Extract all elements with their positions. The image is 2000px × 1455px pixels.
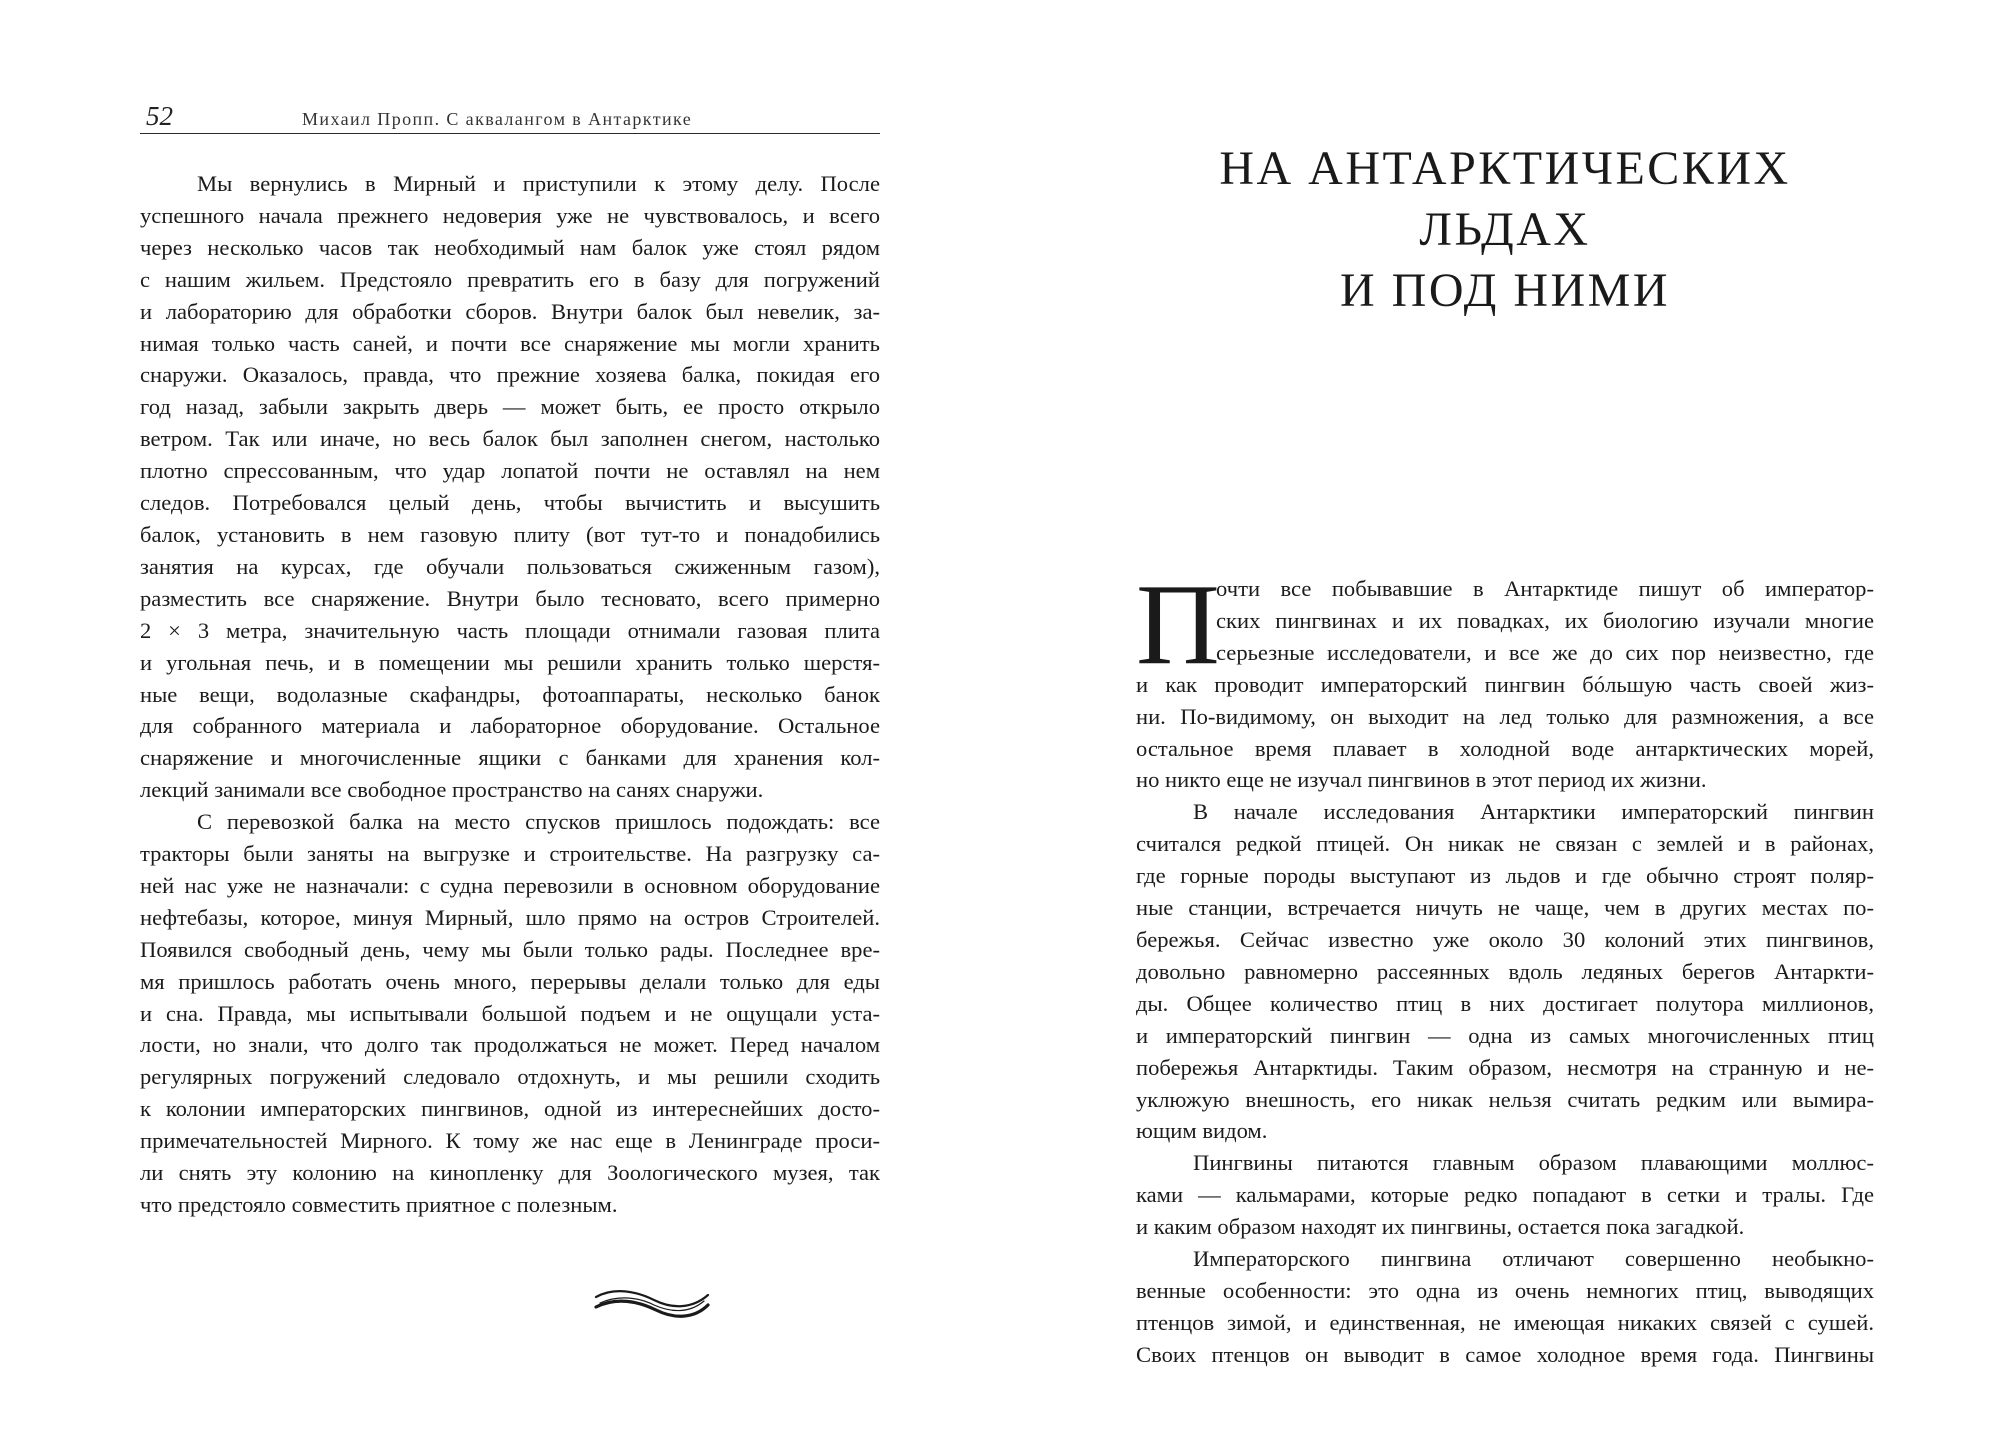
text-line: ней нас уже не назначали: с судна перевозили в основном оборудование bbox=[140, 872, 880, 898]
chapter-title-line: И ПОД НИМИ bbox=[1339, 264, 1670, 317]
text-line: регулярных погружений следовало отдохнуть, и мы решили сходить bbox=[140, 1064, 880, 1090]
text-line: считался редкой птицей. Он никак не связан с землей и в районах, bbox=[1136, 831, 1874, 857]
text-line: уклюжую внешность, его никак нельзя считать редким или вымира- bbox=[1136, 1086, 1874, 1112]
text-line: С перевозкой балка на место спусков пришлось подождать: все bbox=[197, 809, 880, 835]
text-line: серьезные исследователи, и все же до сих пор неизвестно, где bbox=[1216, 639, 1874, 665]
text-line: довольно равномерно рассеянных вдоль ледяных берегов Антаркти- bbox=[1136, 958, 1874, 984]
text-line: где горные породы выступают из льдов и где обычно строят поляр- bbox=[1136, 863, 1874, 889]
text-line: очти все побывавшие в Антарктиде пишут об император- bbox=[1216, 576, 1874, 601]
paragraph bbox=[1136, 561, 1874, 796]
right-text-body bbox=[1136, 561, 1874, 1371]
running-title: Михаил Пропп. С аквалангом в Антарктике bbox=[302, 109, 693, 129]
text-line: В начале исследования Антарктики императорский пингвин bbox=[1193, 799, 1874, 825]
text-line: примечательностей Мирного. К тому же нас еще в Ленинграде проси- bbox=[140, 1128, 880, 1154]
chapter-title-line: НА АНТАРКТИЧЕСКИХ ЛЬДАХ bbox=[1219, 142, 1791, 256]
text-line: плотно спрессованным, что удар лопатой почти не оставлял на нем bbox=[140, 458, 880, 484]
text-line: балок, установить в нем газовую плиту (вот тут-то и понадобились bbox=[140, 521, 880, 547]
text-line: Пингвины питаются главным образом плавающими моллюс- bbox=[1193, 1150, 1874, 1176]
text-line: ских пингвинах и их повадках, их биологию изучали многие bbox=[1216, 607, 1874, 633]
text-line: следов. Потребовался целый день, чтобы вычистить и высушить bbox=[140, 490, 880, 516]
text-line: занятия на курсах, где обучали пользоваться сжиженным газом), bbox=[140, 553, 880, 579]
text-line: побережья Антарктиды. Таким образом, несмотря на странную и не- bbox=[1136, 1054, 1874, 1080]
text-line: 2 × 3 метра, значительную часть площади отнимали газовая плита bbox=[140, 617, 880, 643]
text-line: Появился свободный день, чему мы были только рады. Последнее вре- bbox=[140, 936, 880, 962]
paragraph bbox=[140, 168, 880, 806]
paragraph bbox=[140, 806, 880, 1221]
text-line: и сна. Правда, мы испытывали большой подъем и не ощущали уста- bbox=[140, 1000, 880, 1026]
left-page bbox=[140, 0, 880, 1455]
text-line: остальное время плавает в холодной воде антарктических морей, bbox=[1136, 735, 1874, 761]
left-text-body bbox=[140, 168, 880, 1221]
text-line: Мы вернулись в Мирный и приступили к этому делу. После bbox=[197, 171, 880, 196]
page-number: 52 bbox=[146, 101, 173, 131]
text-line: с нашим жильем. Предстояло превратить его в базу для погружений bbox=[140, 266, 880, 292]
text-line: ды. Общее количество птиц в них достигает полутора миллионов, bbox=[1136, 990, 1874, 1016]
text-line: к колонии императорских пингвинов, одной из интереснейших досто- bbox=[140, 1096, 880, 1122]
text-line: год назад, забыли закрыть дверь — может быть, ее просто открыло bbox=[140, 394, 880, 420]
text-line: и каким образом находят их пингвины, остается пока загадкой. bbox=[1136, 1214, 1745, 1240]
text-line: снаряжение и многочисленные ящики с банками для хранения кол- bbox=[140, 745, 880, 771]
paragraph bbox=[1136, 1147, 1874, 1243]
text-line: птенцов зимой, и единственная, не имеющая никаких связей с сушей. bbox=[1136, 1309, 1874, 1335]
drop-cap: П bbox=[1136, 561, 1220, 689]
text-line: и как проводит императорский пингвин бóльшую часть своей жиз- bbox=[1136, 671, 1874, 697]
running-head bbox=[140, 103, 880, 134]
text-line: и угольная печь, и в помещении мы решили хранить только шерстя- bbox=[140, 649, 880, 675]
text-line: и императорский пингвин — одна из самых многочисленных птиц bbox=[1136, 1022, 1874, 1048]
text-line: ющим видом. bbox=[1136, 1118, 1268, 1144]
text-line: ками — кальмарами, которые редко попадают в сетки и тралы. Где bbox=[1136, 1182, 1874, 1208]
drop-cap-lines bbox=[1136, 573, 1874, 669]
text-line: ли снять эту колонию на кинопленку для Зоологического музея, так bbox=[140, 1160, 880, 1186]
text-line: ные станции, встречается ничуть не чаще, чем в других местах по- bbox=[1136, 895, 1874, 921]
text-line: тракторы были заняты на выгрузке и строительстве. На разгрузку са- bbox=[140, 841, 880, 867]
text-line: через несколько часов так необходимый нам балок уже стоял рядом bbox=[140, 234, 880, 260]
text-line: что предстояло совместить приятное с полезным. bbox=[140, 1192, 618, 1217]
swash-ornament-icon bbox=[592, 1283, 712, 1325]
text-line: снаружи. Оказалось, правда, что прежние хозяева балка, покидая его bbox=[140, 362, 880, 388]
text-line: лости, но знали, что долго так продолжаться не может. Перед началом bbox=[140, 1032, 880, 1058]
text-line: но никто еще не изучал пингвинов в этот период их жизни. bbox=[1136, 767, 1707, 793]
text-line: нефтебазы, которое, минуя Мирный, шло прямо на остров Строителей. bbox=[140, 904, 880, 930]
text-line: Императорского пингвина отличают совершенно необыкно- bbox=[1193, 1246, 1874, 1272]
right-page bbox=[1136, 0, 1874, 1455]
text-line: лекций занимали все свободное пространство на санях снаружи. bbox=[140, 777, 764, 803]
text-line: ни. По-видимому, он выходит на лед только для размножения, а все bbox=[1136, 703, 1874, 729]
text-line: мя пришлось работать очень много, перерывы делали только для еды bbox=[140, 968, 880, 994]
text-line: разместить все снаряжение. Внутри было тесновато, всего примерно bbox=[140, 585, 880, 611]
paragraph bbox=[1136, 796, 1874, 1147]
chapter-title bbox=[1136, 138, 1874, 321]
text-line: ные вещи, водолазные скафандры, фотоаппараты, несколько банок bbox=[140, 681, 880, 707]
text-line: успешного начала прежнего недоверия уже не чувствовалось, и всего bbox=[140, 202, 880, 228]
text-line: и лабораторию для обработки сборов. Внутри балок был невелик, за- bbox=[140, 298, 880, 324]
paragraph bbox=[1136, 1243, 1874, 1371]
text-line: бережья. Сейчас известно уже около 30 колоний этих пингвинов, bbox=[1136, 926, 1874, 952]
text-line: венные особенности: это одна из очень немногих птиц, выводящих bbox=[1136, 1277, 1874, 1303]
text-line: нимая только часть саней, и почти все снаряжение мы могли хранить bbox=[140, 330, 880, 356]
text-line: Своих птенцов он выводит в самое холодное время года. Пингвины bbox=[1136, 1341, 1874, 1367]
text-line: для собранного материала и лабораторное оборудование. Остальное bbox=[140, 713, 880, 739]
text-line: ветром. Так или иначе, но весь балок был заполнен снегом, настолько bbox=[140, 426, 880, 452]
